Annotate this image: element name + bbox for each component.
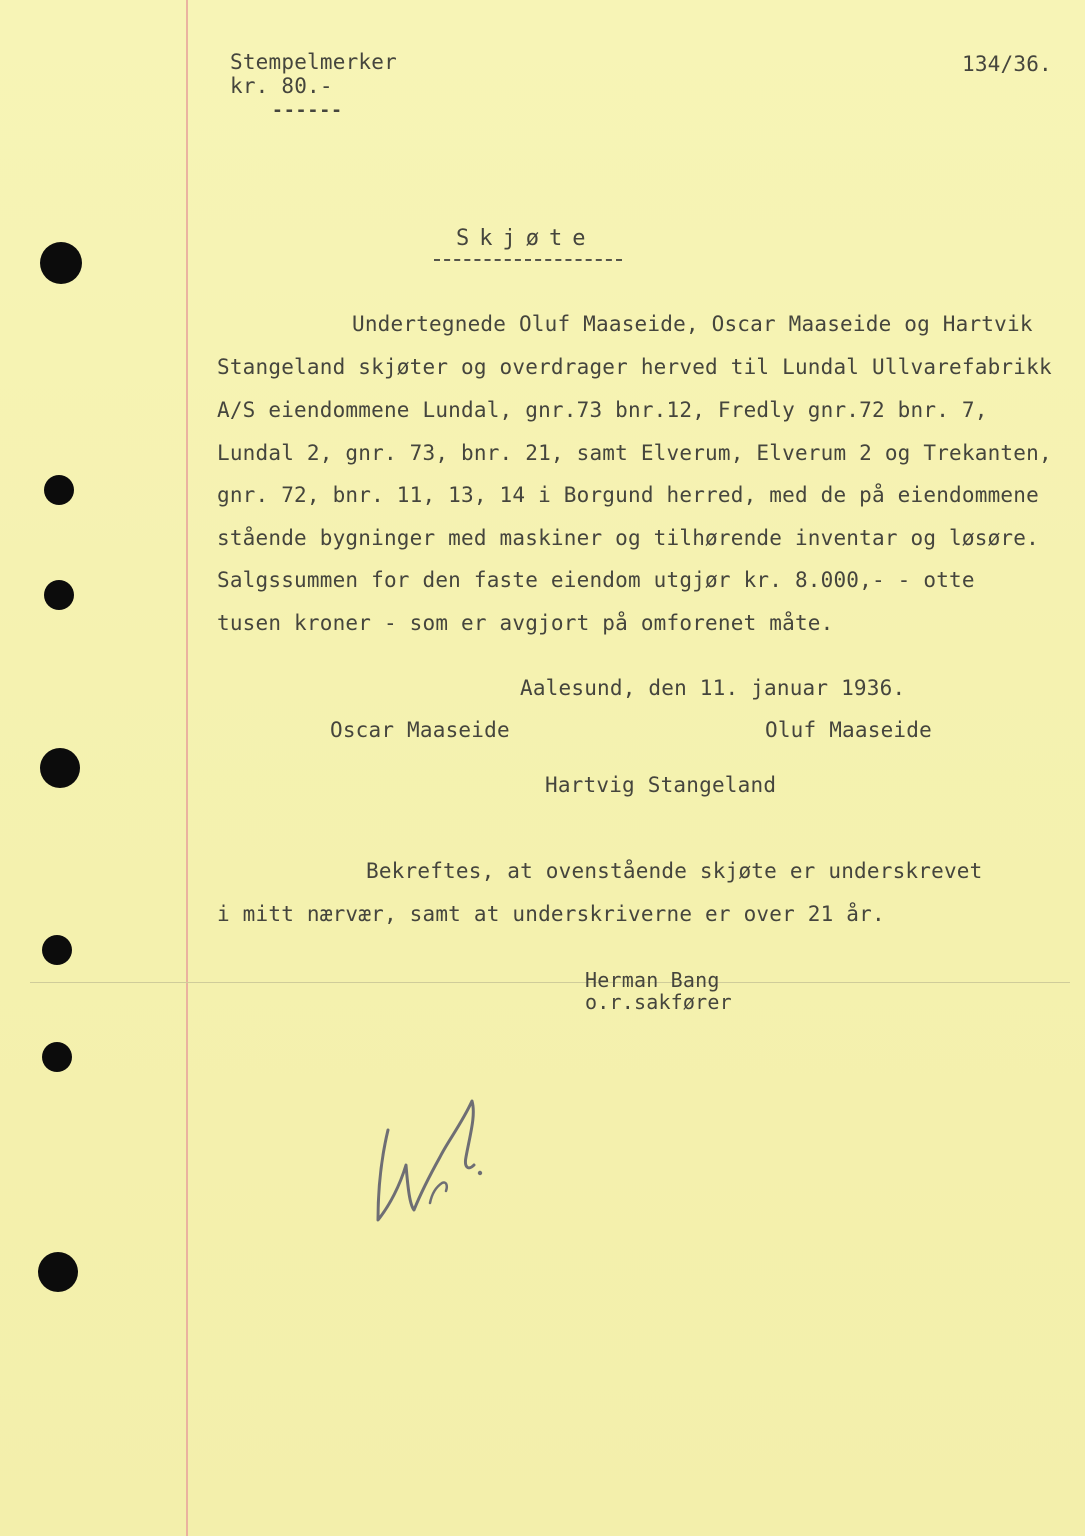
margin-line	[186, 0, 188, 1536]
punch-hole	[44, 475, 74, 505]
handwritten-initials	[370, 1095, 490, 1235]
body-line: Lundal 2, gnr. 73, bnr. 21, samt Elverum, Elverum 2 og Trekanten,	[217, 441, 1052, 465]
punch-hole	[40, 748, 80, 788]
attestation-line: i mitt nærvær, samt at underskriverne er over 21 år.	[217, 902, 885, 926]
stamp-label: Stempelmerker	[230, 50, 397, 74]
body-line: tusen kroner - som er avgjort på omforenet måte.	[217, 611, 834, 635]
attester-title: o.r.sakfører	[585, 990, 732, 1014]
body-line: Undertegnede Oluf Maaseide, Oscar Maaseide og Hartvik	[352, 312, 1033, 336]
fold-line	[30, 982, 1070, 983]
signatory-center: Hartvig Stangeland	[545, 773, 777, 797]
body-line: stående bygninger med maskiner og tilhørende inventar og løsøre.	[217, 526, 1039, 550]
body-line: Stangeland skjøter og overdrager herved til Lundal Ullvarefabrikk	[217, 355, 1052, 379]
body-line: Salgssummen for den faste eiendom utgjør kr. 8.000,- - otte	[217, 568, 975, 592]
document-title: Skjøte	[456, 226, 596, 251]
body-line: gnr. 72, bnr. 11, 13, 14 i Borgund herred, med de på eiendommene	[217, 483, 1039, 507]
signatory-right: Oluf Maaseide	[765, 718, 932, 742]
body-line: A/S eiendommene Lundal, gnr.73 bnr.12, Fredly gnr.72 bnr. 7,	[217, 398, 988, 422]
punch-hole	[40, 242, 82, 284]
attester-name: Herman Bang	[585, 968, 720, 992]
reference-number: 134/36.	[962, 52, 1052, 76]
attestation-line: Bekreftes, at ovenstående skjøte er underskrevet	[366, 859, 983, 883]
stamp-underline: ------	[272, 100, 344, 121]
signatory-left: Oscar Maaseide	[330, 718, 510, 742]
punch-hole	[44, 580, 74, 610]
punch-hole	[38, 1252, 78, 1292]
stamp-amount: kr. 80.-	[230, 74, 333, 98]
place-date: Aalesund, den 11. januar 1936.	[520, 676, 906, 700]
punch-hole	[42, 935, 72, 965]
title-underline	[434, 259, 622, 261]
punch-hole	[42, 1042, 72, 1072]
